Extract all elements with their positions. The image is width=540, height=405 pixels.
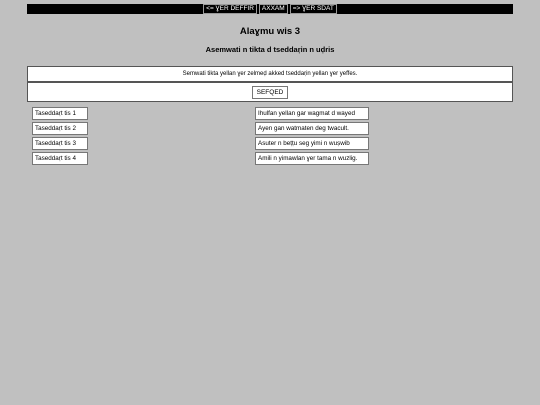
idea-item-1[interactable]: Ihulfan yellan gar wagmat d wayed (255, 107, 369, 120)
page-subtitle: Asemwati n tikta d tseddaṛin n uḍris (205, 45, 335, 54)
next-page-button[interactable]: => ƔER SDAT (290, 4, 337, 14)
idea-item-3[interactable]: Asuter n beṭṭu seg yimi n wuṣwib (255, 137, 369, 150)
paragraph-item-1[interactable]: Taseddaṛt tis 1 (32, 107, 88, 120)
previous-page-button[interactable]: <= ƔER DEFFIR (203, 4, 257, 14)
paragraph-item-2[interactable]: Taseddaṛt tis 2 (32, 122, 88, 135)
home-button[interactable]: AXXAM (259, 4, 288, 14)
instructions-box (27, 66, 513, 82)
instructions-text: Semwati tikta yellan ɣer zelmeḍ akked tseddaṛin yellan ɣer yeffes. (182, 71, 358, 77)
page-title: Alaɣmu wis 3 (239, 26, 301, 37)
navigation-bar (27, 4, 513, 14)
check-panel (27, 82, 513, 102)
check-button[interactable]: SEFQED (252, 86, 289, 99)
idea-item-4[interactable]: Amili n yimawlan ɣer tama n wuzlig. (255, 152, 369, 165)
paragraph-item-4[interactable]: Taseddaṛt tis 4 (32, 152, 88, 165)
idea-item-2[interactable]: Ayen gan watmaten deg twacult. (255, 122, 369, 135)
paragraph-item-3[interactable]: Taseddaṛt tis 3 (32, 137, 88, 150)
